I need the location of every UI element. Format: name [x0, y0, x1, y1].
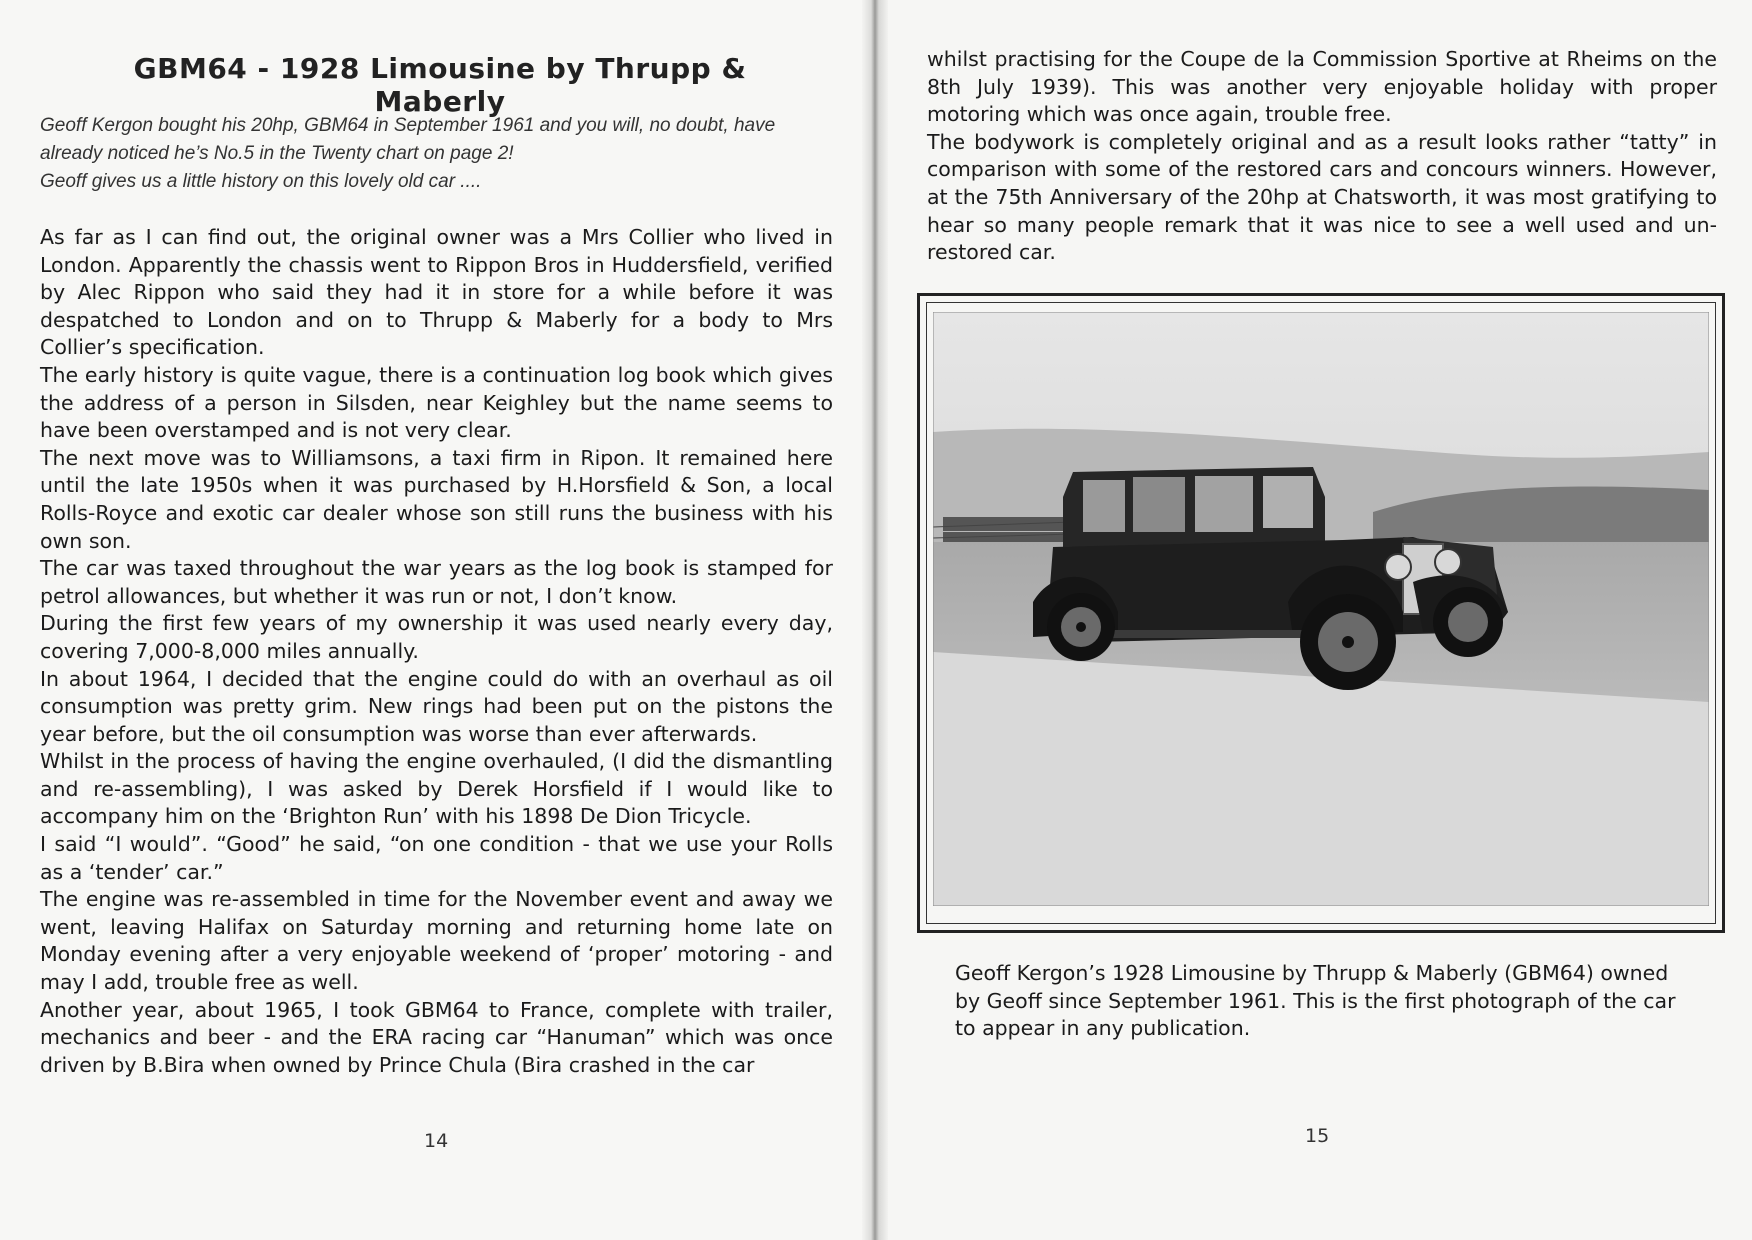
body-paragraph: whilst practising for the Coupe de la Commission Sportive at Rheims on the 8th July 1939). This was another very enjoyable holiday with proper motoring which was once again, trouble free.	[927, 47, 1717, 127]
intro-text	[40, 112, 830, 196]
photo-frame	[917, 293, 1725, 933]
book-gutter	[862, 0, 888, 1240]
intro-paragraph: Geoff Kergon bought his 20hp, GBM64 in September 1961 and you will, no doubt, have already noticed he’s No.5 in the Twenty chart on page 2!	[40, 115, 776, 164]
car-photo-illustration	[933, 312, 1709, 906]
body-paragraph: Whilst in the process of having the engine overhauled, (I did the dismantling and re-assembling), I was asked by Derek Horsfield if I would like to accompany him on the ‘Brighton Run’ with his 1898 De Dion Tricycle.	[40, 749, 833, 829]
page-number-right: 15	[1305, 1125, 1330, 1147]
body-paragraph: In about 1964, I decided that the engine could do with an overhaul as oil consumption was pretty grim. New rings had been put on the pistons the year before, but the oil consumption was worse than ever afterwards.	[40, 666, 833, 746]
body-paragraph: As far as I can find out, the original owner was a Mrs Collier who lived in London. Apparently the chassis went to Rippon Bros in Huddersfield, verified by Alec Rippon who said they had it in store for a while before it was despatched to London and on to Thrupp & Maberly for a body to Mrs Collier’s specification.	[40, 225, 833, 360]
body-paragraph: The early history is quite vague, there is a continuation log book which gives the address of a person in Silsden, near Keighley but the name seems to have been overstamped and is not very clear.	[40, 362, 833, 443]
body-paragraph: I said “I would”. “Good” he said, “on one condition - that we use your Rolls as a ‘tender’ car.”	[40, 832, 833, 884]
right-body-text	[927, 46, 1717, 267]
body-paragraph: Another year, about 1965, I took GBM64 to France, complete with trailer, mechanics and beer - and the ERA racing car “Hanuman” which was once driven by B.Bira when owned by Prince Chula (Bira crashed in the car	[40, 997, 833, 1077]
body-paragraph: During the first few years of my ownership it was used nearly every day, covering 7,000-8,000 miles annually.	[40, 611, 833, 663]
article-title: GBM64 - 1928 Limousine by Thrupp & Maberly	[133, 52, 747, 118]
left-body-text	[40, 224, 833, 1079]
intro-paragraph: Geoff gives us a little history on this lovely old car ....	[40, 171, 482, 192]
vintage-limousine-photo	[933, 312, 1709, 906]
body-paragraph: The bodywork is completely original and as a result looks rather “tatty” in comparison with some of the restored cars and concours winners. However, at the 75th Anniversary of the 20hp at Chatsworth, it was most gratifying to hear so many people remark that it was nice to see a well used and un-restored car.	[927, 129, 1717, 265]
page-number-left: 14	[424, 1130, 449, 1152]
left-page	[0, 0, 872, 1240]
body-paragraph: The car was taxed throughout the war years as the log book is stamped for petrol allowances, but whether it was run or not, I don’t know.	[40, 556, 833, 608]
body-paragraph: The engine was re-assembled in time for the November event and away we went, leaving Halifax on Saturday morning and returning home late on Monday evening after a very enjoyable weekend of ‘proper’ motoring - and may I add, trouble free as well.	[40, 887, 833, 995]
photo-caption: Geoff Kergon’s 1928 Limousine by Thrupp & Maberly (GBM64) owned by Geoff since September 1961. This is the first photograph of the car to appear in any publication.	[955, 961, 1676, 1041]
body-paragraph: The next move was to Williamsons, a taxi firm in Ripon. It remained here until the late 1950s when it was purchased by H.Horsfield & Son, a local Rolls-Royce and exotic car dealer whose son still runs the business with his own son.	[40, 445, 833, 553]
